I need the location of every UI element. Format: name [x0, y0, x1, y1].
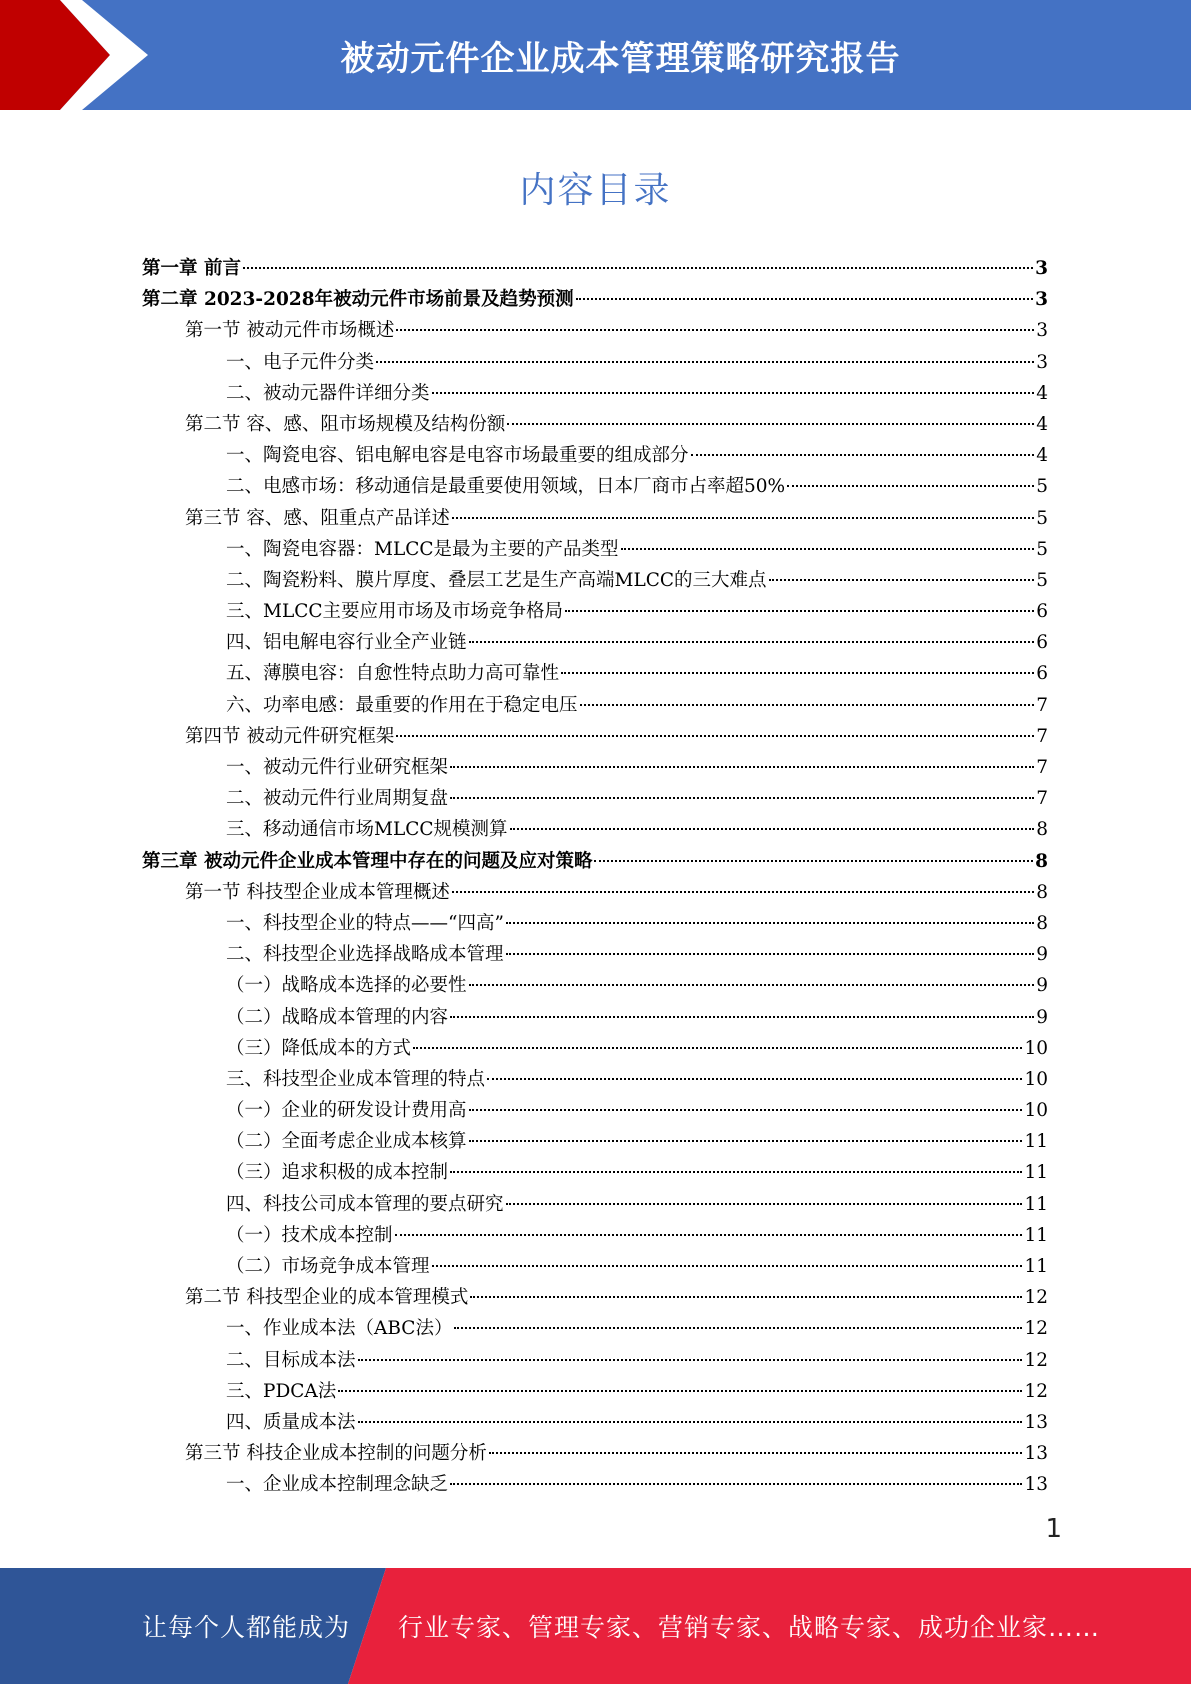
- toc-entry[interactable]: [142, 1033, 1048, 1064]
- toc-entry-title: 一、电子元件分类: [226, 351, 375, 373]
- toc-entry-title: （一）企业的研发设计费用高: [226, 1100, 467, 1122]
- toc-dot-leader: [561, 672, 1034, 674]
- toc-dot-leader: [452, 891, 1034, 893]
- toc-dot-leader: [413, 1047, 1022, 1049]
- toc-entry-title: 二、科技型企业选择战略成本管理: [226, 944, 504, 966]
- toc-entry[interactable]: [142, 877, 1048, 908]
- toc-entry-title: 第一章 前言: [142, 258, 241, 279]
- toc-dot-leader: [580, 704, 1035, 706]
- toc-entry-page: 6: [1036, 601, 1048, 623]
- toc-entry-title: （二）全面考虑企业成本核算: [226, 1131, 467, 1153]
- toc-entry-title: （一）战略成本选择的必要性: [226, 975, 467, 997]
- toc-entry-title: 一、被动元件行业研究框架: [226, 757, 449, 778]
- toc-entry-page: 11: [1024, 1131, 1048, 1153]
- toc-entry-page: 6: [1036, 663, 1048, 685]
- footer-banner: [0, 1568, 1191, 1684]
- toc-entry[interactable]: [142, 1157, 1048, 1188]
- toc-entry-title: （三）追求积极的成本控制: [226, 1162, 449, 1184]
- toc-entry-page: 12: [1024, 1318, 1048, 1340]
- toc-entry-page: 5: [1036, 507, 1048, 529]
- toc-entry[interactable]: [142, 315, 1048, 346]
- toc-entry-page: 11: [1024, 1193, 1048, 1215]
- toc-entry-page: 8: [1036, 819, 1048, 841]
- toc-entry[interactable]: [142, 1313, 1048, 1344]
- toc-entry[interactable]: [142, 970, 1048, 1001]
- toc-entry-title: 第四节 被动元件研究框架: [185, 725, 395, 747]
- toc-entry[interactable]: [142, 658, 1048, 689]
- toc-entry-page: 12: [1024, 1287, 1048, 1309]
- toc-dot-leader: [510, 828, 1035, 830]
- toc-entry[interactable]: [142, 846, 1048, 877]
- toc-dot-leader: [450, 1016, 1034, 1018]
- toc-entry-page: 3: [1036, 320, 1048, 342]
- toc-dot-leader: [507, 423, 1034, 425]
- toc-dot-leader: [452, 517, 1034, 519]
- toc-entry-page: 5: [1036, 476, 1048, 498]
- toc-entry-page: 3: [1036, 351, 1048, 373]
- toc-dot-leader: [432, 392, 1035, 394]
- toc-entry-title: 三、PDCA法: [226, 1380, 337, 1402]
- toc-entry[interactable]: [142, 1438, 1048, 1469]
- toc-entry[interactable]: [142, 627, 1048, 658]
- table-of-contents: [142, 253, 1048, 1501]
- toc-entry-page: 7: [1036, 725, 1048, 747]
- toc-entry-title: 一、陶瓷电容器：MLCC是最为主要的产品类型: [226, 538, 619, 560]
- toc-entry-title: 一、陶瓷电容、铝电解电容是电容市场最重要的组成部分: [226, 445, 689, 467]
- toc-entry-title: 二、被动元件行业周期复盘: [226, 788, 449, 810]
- toc-dot-leader: [395, 1234, 1023, 1236]
- toc-entry[interactable]: [142, 596, 1048, 627]
- toc-entry-title: 第二节 科技型企业的成本管理模式: [185, 1287, 469, 1309]
- report-header-banner: [0, 0, 1191, 110]
- toc-entry-page: 6: [1036, 632, 1048, 654]
- toc-dot-leader: [396, 735, 1034, 737]
- toc-dot-leader: [594, 860, 1033, 862]
- toc-dot-leader: [470, 1296, 1022, 1298]
- toc-entry[interactable]: [142, 752, 1048, 783]
- toc-entry-title: 五、薄膜电容：自愈性特点助力高可靠性: [226, 663, 560, 685]
- toc-dot-leader: [338, 1390, 1022, 1392]
- toc-dot-leader: [450, 797, 1034, 799]
- toc-entry-title: （二）市场竞争成本管理: [226, 1256, 430, 1277]
- toc-dot-leader: [450, 1483, 1022, 1485]
- toc-dot-leader: [691, 454, 1035, 456]
- toc-entry[interactable]: [142, 814, 1048, 845]
- toc-entry-title: 第一节 科技型企业成本管理概述: [185, 881, 450, 903]
- toc-heading: 内容目录: [519, 170, 672, 211]
- toc-entry[interactable]: [142, 1282, 1048, 1313]
- toc-dot-leader: [469, 984, 1035, 986]
- toc-entry[interactable]: [142, 503, 1048, 534]
- toc-entry[interactable]: [142, 1407, 1048, 1438]
- toc-entry[interactable]: [142, 1469, 1048, 1500]
- toc-entry[interactable]: [142, 471, 1048, 502]
- toc-entry-title: 二、电感市场：移动通信是最重要使用领域，日本厂商市占率超50%: [226, 476, 786, 498]
- toc-entry-page: 7: [1036, 757, 1048, 778]
- toc-entry-page: 11: [1024, 1256, 1048, 1277]
- toc-entry-page: 10: [1024, 1037, 1048, 1059]
- toc-dot-leader: [576, 298, 1034, 300]
- toc-entry[interactable]: [142, 253, 1048, 284]
- toc-entry-page: 9: [1036, 1006, 1048, 1028]
- toc-entry-page: 10: [1024, 1068, 1048, 1090]
- toc-entry[interactable]: [142, 1002, 1048, 1033]
- toc-entry[interactable]: [142, 378, 1048, 409]
- toc-entry-title: 二、被动元器件详细分类: [226, 382, 430, 404]
- toc-entry[interactable]: [142, 1189, 1048, 1220]
- toc-dot-leader: [506, 953, 1035, 955]
- toc-entry[interactable]: [142, 534, 1048, 565]
- toc-entry[interactable]: [142, 1095, 1048, 1126]
- toc-dot-leader: [432, 1265, 1023, 1267]
- toc-dot-leader: [358, 1421, 1023, 1423]
- toc-dot-leader: [487, 1078, 1022, 1080]
- toc-entry[interactable]: [142, 565, 1048, 596]
- chevron-arrow-icon: [0, 0, 150, 110]
- toc-entry[interactable]: [142, 284, 1048, 315]
- toc-entry[interactable]: [142, 1064, 1048, 1095]
- toc-dot-leader: [469, 1109, 1023, 1111]
- toc-entry[interactable]: [142, 783, 1048, 814]
- toc-entry[interactable]: [142, 1126, 1048, 1157]
- toc-entry-page: 10: [1024, 1100, 1048, 1122]
- toc-entry[interactable]: [142, 440, 1048, 471]
- toc-entry-title: 一、科技型企业的特点——“四高”: [226, 912, 504, 934]
- toc-dot-leader: [506, 922, 1034, 924]
- toc-entry-title: 第二章 2023-2028年被动元件市场前景及趋势预测: [142, 289, 574, 311]
- footer-slogan-right: 行业专家、管理专家、营销专家、战略专家、成功企业家……: [398, 1613, 1101, 1642]
- toc-entry-page: 3: [1035, 289, 1048, 311]
- toc-entry[interactable]: [142, 939, 1048, 970]
- toc-entry-title: 四、科技公司成本管理的要点研究: [226, 1193, 504, 1215]
- toc-entry-page: 11: [1024, 1224, 1048, 1246]
- toc-entry-title: 第一节 被动元件市场概述: [185, 320, 395, 342]
- toc-entry-page: 3: [1035, 258, 1048, 279]
- toc-entry-page: 13: [1024, 1411, 1048, 1433]
- toc-entry-page: 7: [1036, 788, 1048, 810]
- toc-dot-leader: [565, 610, 1034, 612]
- toc-entry-title: 一、企业成本控制理念缺乏: [226, 1474, 449, 1496]
- toc-entry-page: 12: [1024, 1349, 1048, 1371]
- toc-entry[interactable]: [142, 409, 1048, 440]
- toc-entry-title: （三）降低成本的方式: [226, 1037, 412, 1059]
- toc-entry[interactable]: [142, 721, 1048, 752]
- toc-entry-page: 8: [1036, 912, 1048, 934]
- toc-entry-title: 四、质量成本法: [226, 1411, 356, 1433]
- toc-entry[interactable]: [142, 690, 1048, 721]
- toc-entry-title: 第三节 容、感、阻重点产品详述: [185, 507, 450, 529]
- toc-entry[interactable]: [142, 908, 1048, 939]
- toc-dot-leader: [469, 641, 1035, 643]
- toc-dot-leader: [450, 1171, 1022, 1173]
- toc-dot-leader: [506, 1203, 1023, 1205]
- toc-entry-page: 4: [1036, 382, 1048, 404]
- toc-dot-leader: [787, 485, 1034, 487]
- toc-entry-page: 5: [1036, 538, 1048, 560]
- toc-dot-leader: [469, 1140, 1023, 1142]
- toc-entry-page: 12: [1024, 1380, 1048, 1402]
- toc-entry-title: 三、科技型企业成本管理的特点: [226, 1068, 486, 1090]
- toc-dot-leader: [621, 548, 1035, 550]
- toc-entry-title: 三、移动通信市场MLCC规模测算: [226, 819, 508, 841]
- toc-dot-leader: [243, 267, 1033, 269]
- toc-entry-page: 5: [1036, 569, 1048, 591]
- toc-entry-title: 四、铝电解电容行业全产业链: [226, 632, 467, 654]
- toc-entry-title: 二、陶瓷粉料、膜片厚度、叠层工艺是生产高端MLCC的三大难点: [226, 569, 767, 591]
- toc-entry-page: 4: [1036, 445, 1048, 467]
- toc-entry-title: （一）技术成本控制: [226, 1224, 393, 1246]
- toc-entry-title: 三、MLCC主要应用市场及市场竞争格局: [226, 601, 564, 623]
- toc-entry-page: 11: [1024, 1162, 1048, 1184]
- page-number: 1: [1045, 1514, 1062, 1544]
- toc-dot-leader: [376, 361, 1034, 363]
- toc-dot-leader: [489, 1452, 1023, 1454]
- footer-slogan-left: 让每个人都能成为: [142, 1613, 351, 1642]
- toc-entry-page: 13: [1024, 1474, 1048, 1496]
- toc-dot-leader: [450, 766, 1034, 768]
- toc-entry-title: 一、作业成本法（ABC法）: [226, 1318, 453, 1340]
- toc-entry[interactable]: [142, 1345, 1048, 1376]
- toc-entry-page: 4: [1036, 413, 1048, 435]
- toc-entry[interactable]: [142, 1376, 1048, 1407]
- toc-dot-leader: [396, 329, 1034, 331]
- toc-entry-title: 六、功率电感：最重要的作用在于稳定电压: [226, 694, 578, 716]
- toc-entry-page: 7: [1036, 694, 1048, 716]
- toc-entry-title: 二、目标成本法: [226, 1349, 356, 1371]
- toc-entry[interactable]: [142, 1251, 1048, 1282]
- toc-dot-leader: [454, 1327, 1022, 1329]
- toc-entry-page: 9: [1036, 975, 1048, 997]
- toc-entry[interactable]: [142, 347, 1048, 378]
- toc-entry-page: 8: [1036, 881, 1048, 903]
- toc-entry-page: 8: [1035, 850, 1048, 872]
- toc-entry-title: 第三节 科技企业成本控制的问题分析: [185, 1443, 487, 1465]
- toc-dot-leader: [769, 579, 1035, 581]
- toc-entry-page: 13: [1024, 1443, 1048, 1465]
- toc-entry[interactable]: [142, 1220, 1048, 1251]
- toc-entry-title: 第二节 容、感、阻市场规模及结构份额: [185, 413, 506, 435]
- toc-entry-title: （二）战略成本管理的内容: [226, 1006, 449, 1028]
- toc-dot-leader: [358, 1359, 1023, 1361]
- report-title: 被动元件企业成本管理策略研究报告: [340, 38, 901, 79]
- toc-entry-page: 9: [1036, 944, 1048, 966]
- toc-entry-title: 第三章 被动元件企业成本管理中存在的问题及应对策略: [142, 850, 593, 872]
